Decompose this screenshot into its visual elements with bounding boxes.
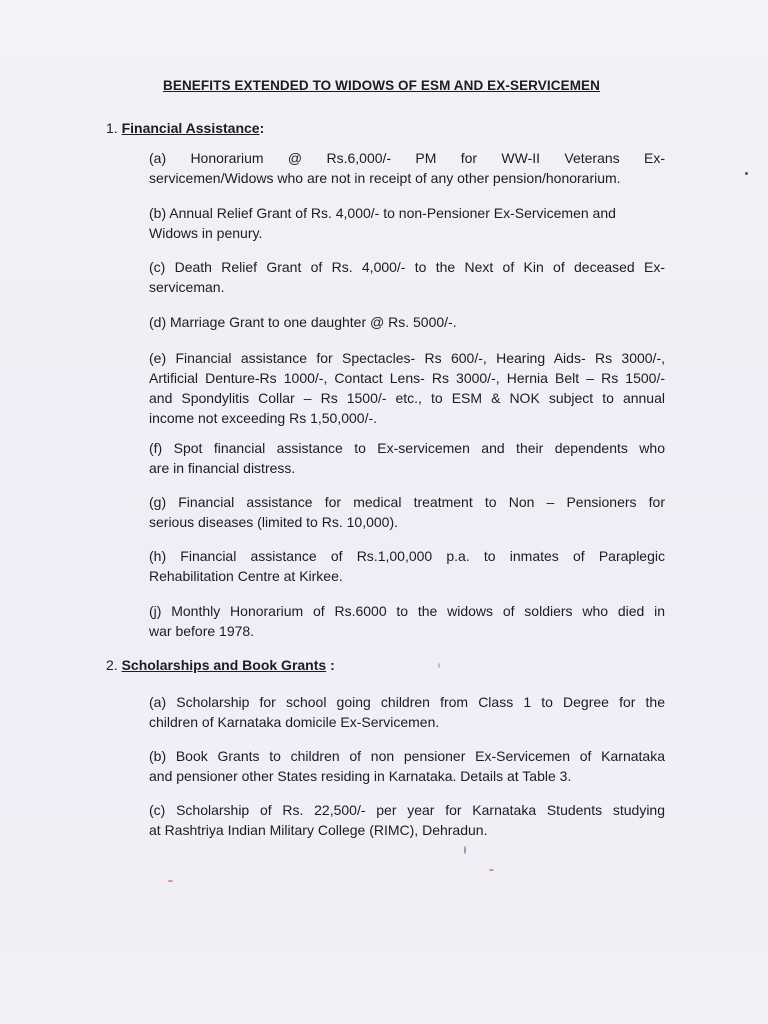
item-line: (c) Death Relief Grant of Rs. 4,000/- to the Next of Kin of deceased Ex- [149,259,665,275]
document-title: BENEFITS EXTENDED TO WIDOWS OF ESM AND EX-SERVICEMEN [163,78,600,93]
item-line: and pensioner other States residing in Karnataka. Details at Table 3. [149,768,572,784]
item-line: Rehabilitation Centre at Kirkee. [149,568,343,584]
section-number: 2. [106,657,118,673]
section-number: 1. [106,120,118,136]
item-line: children of Karnataka domicile Ex-Servicemen. [149,714,440,730]
item-line: (f) Spot financial assistance to Ex-servicemen and their dependents who [149,440,665,456]
item-line: (a) Honorarium @ Rs.6,000/- PM for WW-II Veterans Ex- [149,150,665,166]
scan-speck [438,663,440,668]
list-item [149,492,665,532]
scan-speck [168,880,173,882]
list-item [149,312,665,332]
item-line: (d) Marriage Grant to one daughter @ Rs. 5000/-. [149,314,457,330]
section-title-suffix: : [326,657,335,673]
item-line: Widows in penury. [149,225,263,241]
list-item [149,692,665,732]
list-item [149,257,665,297]
item-line: (e) Financial assistance for Spectacles- Rs 600/-, Hearing Aids- Rs 3000/-, [149,350,665,366]
item-line: income not exceeding Rs 1,50,000/-. [149,410,378,426]
list-item [149,148,665,188]
section-title: Scholarships and Book Grants [121,657,327,673]
item-line: serious diseases (limited to Rs. 10,000). [149,514,398,530]
item-line: war before 1978. [149,623,255,639]
item-line: (a) Scholarship for school going children from Class 1 to Degree for the [149,694,665,710]
list-item [149,746,665,786]
section-title: Financial Assistance [121,120,260,136]
scan-speck [489,869,494,871]
item-line: at Rashtriya Indian Military College (RIMC), Dehradun. [149,822,488,838]
list-item [149,438,665,478]
item-line: Artificial Denture-Rs 1000/-, Contact Lens- Rs 3000/-, Hernia Belt – Rs 1500/- [149,370,665,386]
item-line: and Spondylitis Collar – Rs 1500/- etc., to ESM & NOK subject to annual [149,390,665,406]
item-line: serviceman. [149,279,225,295]
list-item [149,546,665,586]
item-line: (g) Financial assistance for medical treatment to Non – Pensioners for [149,494,665,510]
section-heading-financial-assistance [106,120,264,136]
item-line: (b) Book Grants to children of non pensioner Ex-Servicemen of Karnataka [149,748,665,764]
item-line: (c) Scholarship of Rs. 22,500/- per year for Karnataka Students studying [149,802,665,818]
item-line: are in financial distress. [149,460,296,476]
list-item [149,203,665,243]
item-line: servicemen/Widows who are not in receipt of any other pension/honorarium. [149,170,621,186]
list-item [149,800,665,840]
scan-speck [464,846,466,854]
section-title-suffix: : [259,120,265,136]
item-line: (j) Monthly Honorarium of Rs.6000 to the widows of soldiers who died in [149,603,665,619]
item-line: (h) Financial assistance of Rs.1,00,000 p.a. to inmates of Paraplegic [149,548,665,564]
section-heading-scholarships [106,657,335,673]
scan-speck [745,172,748,175]
list-item [149,348,665,428]
list-item [149,601,665,641]
item-line: (b) Annual Relief Grant of Rs. 4,000/- to non-Pensioner Ex-Servicemen and [149,205,616,221]
